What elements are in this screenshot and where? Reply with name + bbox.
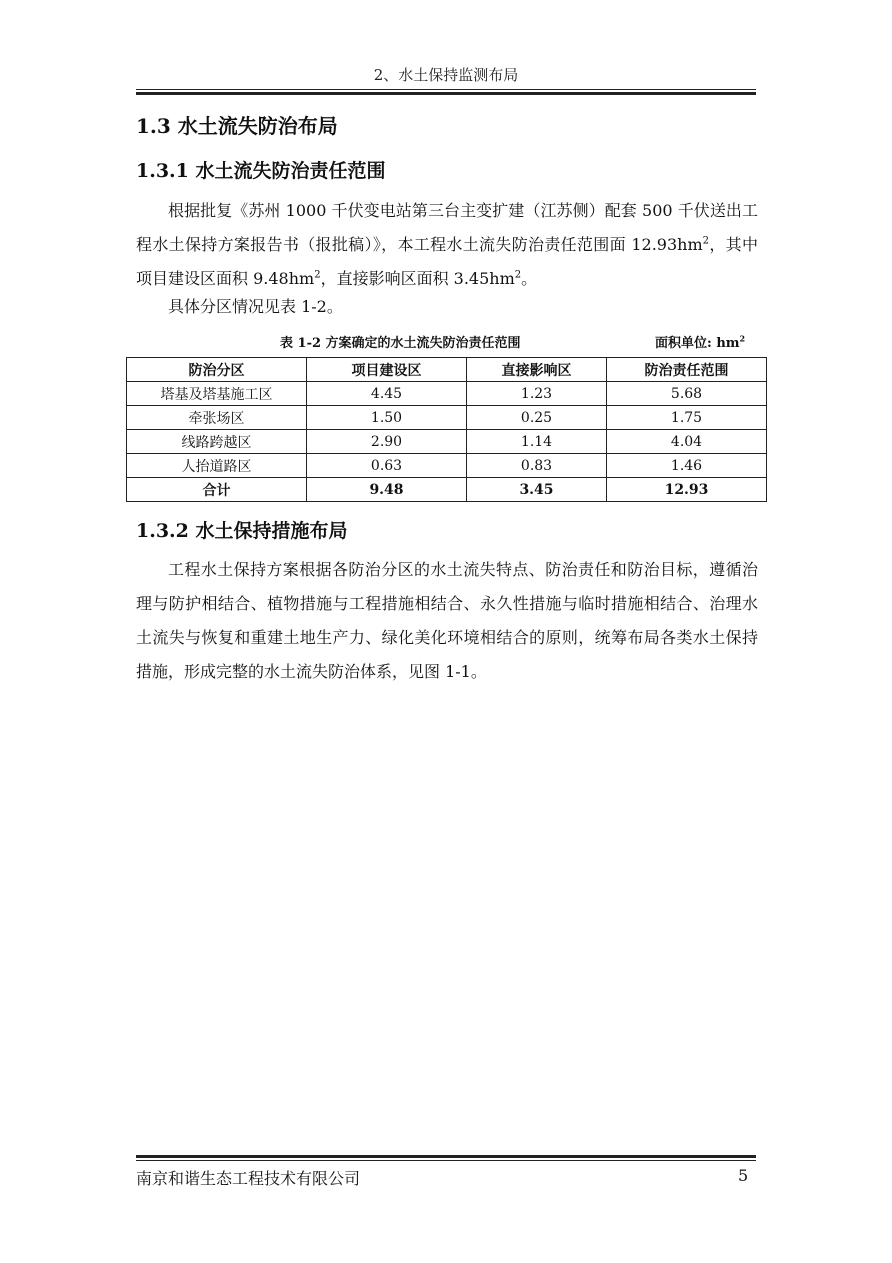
paragraph-measures-layout: 工程水土保持方案根据各防治分区的水土流失特点、防治责任和防治目标，遵循治理与防护相结合、植物措施与工程措施相结合、永久性措施与临时措施相结合、治理水土流失与恢复和重建土地生产力、绿化美化环境相结合的原则，统筹布局各类水土保持措施，形成完整的水土流失防治体系，见图 1-1。 [136,560,758,681]
paragraph-table-ref: 具体分区情况见表 1-2。 [168,297,343,316]
table-cell: 线路跨越区 [127,430,307,454]
para1-text-a: 根据批复《苏州 1000 千伏变电站第三台主变扩建（江苏侧）配套 500 千伏送出工程水土保持方案报告书（报批稿）》，本工程水土流失防治责任范围面 12.93hm [136,201,758,254]
header-title: 2、水土保持监测布局 [373,66,519,84]
table-cell: 塔基及塔基施工区 [127,382,307,406]
table-unit [655,332,745,351]
paragraph-responsibility-scope [136,194,758,296]
table-cell: 3.45 [467,478,607,502]
para1-text-d: 。 [521,269,538,288]
table-cell: 牵张场区 [127,406,307,430]
table-row [127,430,767,454]
subsection-heading-2: 1.3.2 水土保持措施布局 [136,520,348,542]
superscript: 2 [314,269,321,281]
table-header-row [127,358,767,382]
table-cell: 5.68 [607,382,767,406]
table-cell: 合计 [127,478,307,502]
table-row [127,382,767,406]
table-cell: 2.90 [307,430,467,454]
table-cell: 1.23 [467,382,607,406]
page-number: 5 [738,1166,749,1185]
column-header: 直接影响区 [467,358,607,382]
superscript: 2 [514,269,522,281]
unit-superscript: 2 [739,333,746,344]
table-cell: 0.83 [467,454,607,478]
table-cell: 1.75 [607,406,767,430]
section-heading: 1.3 水土流失防治布局 [136,114,338,138]
footer-company: 南京和谐生态工程技术有限公司 [136,1169,361,1188]
table-cell: 1.50 [307,406,467,430]
table-cell: 1.46 [607,454,767,478]
table-caption: 表 1-2 方案确定的水土流失防治责任范围 [280,336,521,351]
unit-label: 面积单位: hm [655,336,740,351]
table-total-row [127,478,767,502]
table-cell: 人抬道路区 [127,454,307,478]
header-rule-thin [136,89,756,90]
responsibility-table [126,357,767,502]
table-row [127,454,767,478]
column-header: 项目建设区 [307,358,467,382]
para1-text-b: ，其中项目建设区面积 9.48hm [136,235,758,288]
table-cell: 4.04 [607,430,767,454]
subsection-heading-1: 1.3.1 水土流失防治责任范围 [136,160,386,182]
header-rule-thick [136,92,756,95]
table-cell: 1.14 [467,430,607,454]
footer-rule-thick [136,1155,756,1158]
footer-rule-thin [136,1160,756,1161]
table-cell: 9.48 [307,478,467,502]
superscript: 2 [702,235,710,247]
column-header: 防治责任范围 [607,358,767,382]
table-cell: 0.25 [467,406,607,430]
table-cell: 12.93 [607,478,767,502]
para1-text-c: ，直接影响区面积 3.45hm [320,269,515,288]
table-cell: 4.45 [307,382,467,406]
table-row [127,406,767,430]
table-cell: 0.63 [307,454,467,478]
column-header: 防治分区 [127,358,307,382]
